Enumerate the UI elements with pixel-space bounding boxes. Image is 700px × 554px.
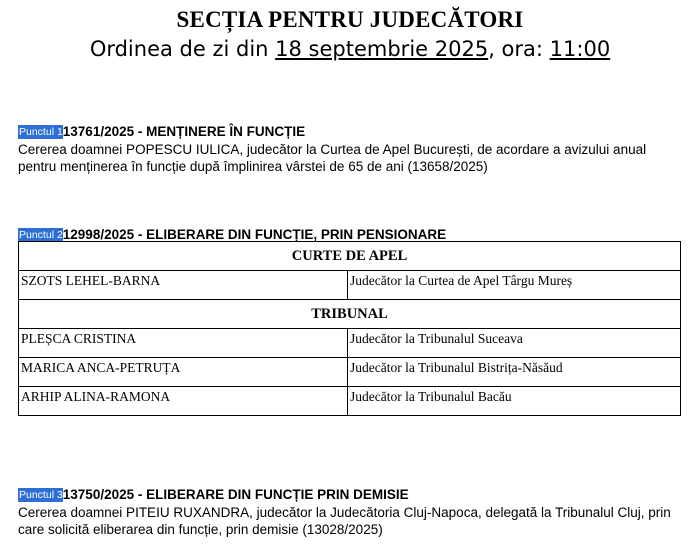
judge-name-text: SZOTS LEHEL-BARNA [21, 273, 161, 288]
point-3-title: - ELIBERARE DIN FUNCȚIE PRIN DEMISIE [134, 487, 409, 502]
table-row [19, 271, 681, 300]
meeting-time: 11:00 [549, 37, 611, 61]
point-3-tag: Punctul 3 [19, 489, 63, 501]
judge-position-text: Judecător la Curtea de Apel Târgu Mureș [350, 273, 573, 288]
judge-name [19, 387, 348, 416]
table-section-header [19, 242, 681, 271]
judge-position [348, 271, 681, 300]
point-3-number: 13750/2025 [62, 487, 135, 502]
judge-position [348, 329, 681, 358]
section-heading-curte: CURTE DE APEL [19, 242, 681, 271]
judge-name [19, 358, 348, 387]
table-section-header [19, 300, 681, 329]
judge-name [19, 329, 348, 358]
point-1-title: - MENȚINERE ÎN FUNCȚIE [134, 124, 306, 139]
table-row [19, 329, 681, 358]
judge-position-text: Judecător la Tribunalul Bistrița-Năsăud [350, 360, 563, 375]
point-2-title: - ELIBERARE DIN FUNCȚIE, PRIN PENSIONARE [134, 227, 447, 242]
judge-name [19, 271, 348, 300]
point-3-body: Cererea doamnei PITEIU RUXANDRA, judecător la Judecătoria Cluj-Napoca, delegată la Tribunalul Cluj, prin care solicită eliberarea din funcție, prin demisie (13028/2025) [18, 505, 671, 537]
point-2-number: 12998/2025 [62, 227, 135, 242]
table-row [19, 358, 681, 387]
subtitle-prefix: Ordinea de zi din [89, 37, 276, 61]
section-heading-tribunal: TRIBUNAL [19, 300, 681, 329]
judge-position-text: Judecător la Tribunalul Suceava [350, 331, 523, 346]
judge-name-text: MARICA ANCA-PETRUȚA [21, 360, 181, 375]
judge-name-text: ARHIP ALINA-RAMONA [21, 389, 171, 404]
point-3-heading [18, 487, 409, 503]
point-1-tag: Punctul 1 [19, 126, 63, 138]
meeting-date: 18 septembrie 2025 [275, 37, 489, 61]
judge-position [348, 387, 681, 416]
point-1-heading [18, 124, 305, 140]
point-1-body: Cererea doamnei POPESCU IULICA, judecător la Curtea de Apel București, de acordare a avizului anual pentru menținerea în funcție după împlinirea vârstei de 65 de ani (13658/2025) [18, 142, 647, 174]
judge-position [348, 358, 681, 387]
section-title: SECȚIA PENTRU JUDECĂTORI [176, 7, 524, 32]
table-row [19, 387, 681, 416]
subtitle-separator: , ora: [488, 37, 550, 61]
point-2-tag: Punctul 2 [19, 229, 63, 241]
judges-table [18, 241, 681, 416]
judge-position-text: Judecător la Tribunalul Bacău [350, 389, 512, 404]
agenda-subtitle [0, 35, 700, 63]
point-1-number: 13761/2025 [62, 124, 135, 139]
judge-name-text: PLEȘCA CRISTINA [21, 331, 137, 346]
